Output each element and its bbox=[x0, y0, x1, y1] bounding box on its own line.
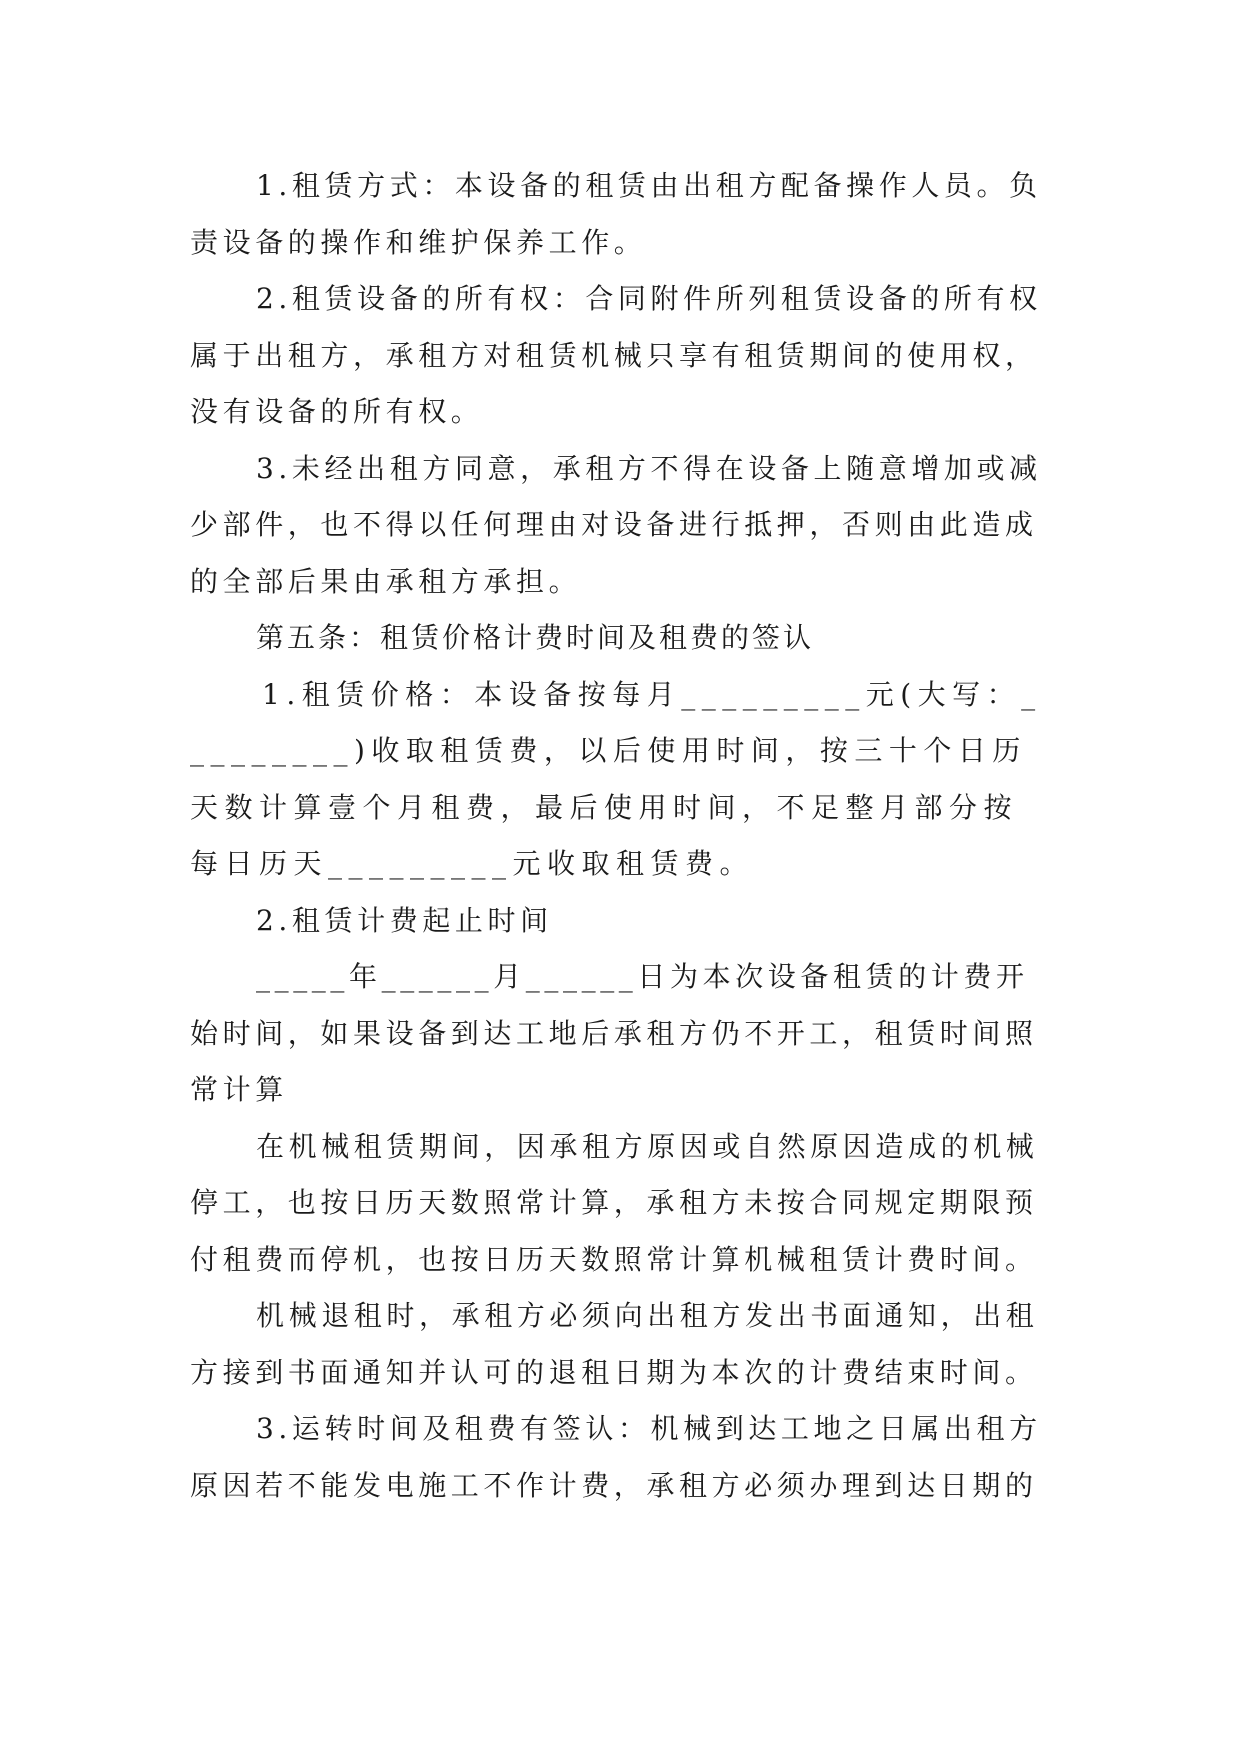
document-body bbox=[190, 158, 1050, 1514]
paragraph-lease-method: 1.租赁方式：本设备的租赁由出租方配备操作人员。负责设备的操作和维护保养工作。 bbox=[190, 169, 1042, 259]
section-heading-article-five: 第五条：租赁价格计费时间及租费的签认 bbox=[256, 621, 815, 654]
paragraph-lease-price: 1.租赁价格：本设备按每月_________元(大写：_________)收取租赁费，以后使用时间，按三十个日历天数计算壹个月租费，最后使用时间，不足整月部分按每日历天_________元收取租赁费。 bbox=[190, 677, 1042, 880]
paragraph-operating-time: 3.运转时间及租费有签认：机械到达工地之日属出租方原因若不能发电施工不作计费，承租方必须办理到达日期的 bbox=[190, 1412, 1042, 1502]
paragraph-downtime: 在机械租赁期间，因承租方原因或自然原因造成的机械停工，也按日历天数照常计算，承租方未按合同规定期限预付租费而停机，也按日历天数照常计算机械租赁计费时间。 bbox=[190, 1129, 1039, 1276]
paragraph-no-modification: 3.未经出租方同意，承租方不得在设备上随意增加或减少部件，也不得以任何理由对设备进行抵押，否则由此造成的全部后果由承租方承担。 bbox=[190, 451, 1042, 598]
paragraph-billing-start: _____年______月______日为本次设备租赁的计费开始时间，如果设备到达工地后承租方仍不开工，租赁时间照常计算 bbox=[190, 960, 1038, 1106]
paragraph-ownership: 2.租赁设备的所有权：合同附件所列租赁设备的所有权属于出租方，承租方对租赁机械只享有租赁期间的使用权，没有设备的所有权。 bbox=[190, 282, 1042, 428]
paragraph-lease-return: 机械退租时，承租方必须向出租方发出书面通知，出租方接到书面通知并认可的退租日期为本次的计费结束时间。 bbox=[190, 1299, 1039, 1389]
paragraph-billing-period-heading: 2.租赁计费起止时间 bbox=[256, 903, 553, 937]
